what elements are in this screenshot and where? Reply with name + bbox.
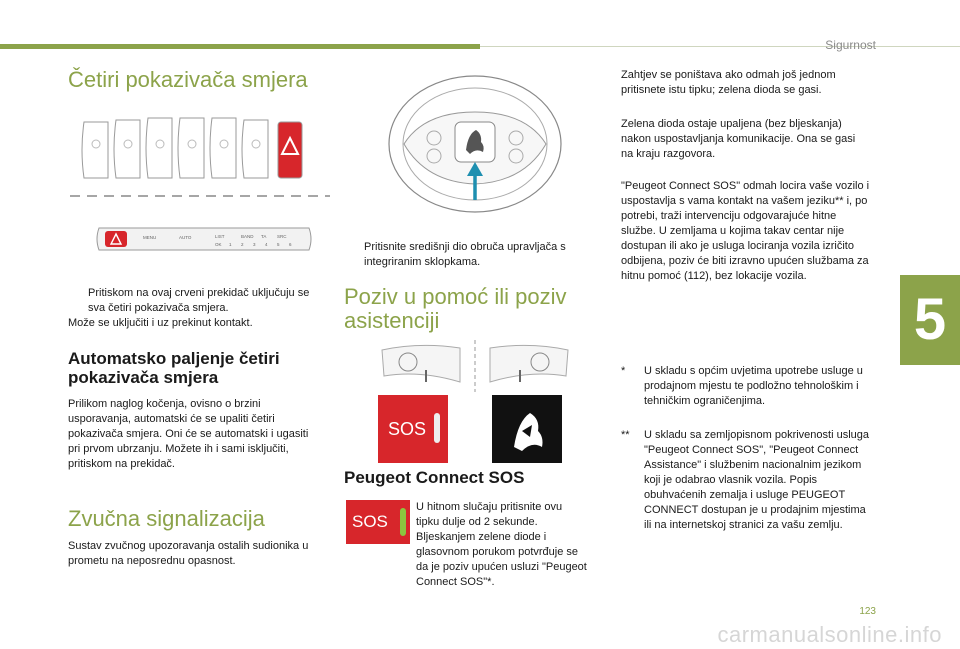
led-text: Zelena dioda ostaje upaljena (bez bljeskanja) nakon uspostavljanja komunikacije. Ona se gasi na kraju razgovora. (621, 118, 856, 160)
bullet-marker (344, 240, 364, 270)
sos-button-image (378, 395, 448, 463)
peugeot-lion-icon (492, 395, 562, 463)
panel-label: 5 (277, 242, 280, 247)
assistance-title: Poziv u pomoć ili poziv asistenciji (344, 284, 567, 333)
header-accent-bar (0, 44, 480, 49)
steering-bullet-text: Pritisnite središnji dio obruča upravljača s integriranim sklopkama. (364, 241, 566, 268)
panel-label: TA (261, 234, 267, 239)
auto-hazard-heading: Automatsko paljenje četiri pokazivača smjera (68, 349, 280, 387)
page-number: 123 (859, 606, 876, 617)
horn-title: Zvučna signalizacija (68, 506, 265, 531)
panel-label: BAND (241, 234, 254, 239)
hazard-bullet (68, 286, 324, 316)
bullet-marker (68, 286, 88, 316)
sos-small-image (346, 500, 410, 544)
radio-panel-illustration (95, 222, 315, 256)
footnote-text: U skladu s općim uvjetima upotrebe usluge u prodajnom mjestu te podložno tehnološkim i tehničkim ograničenjima. (644, 365, 863, 407)
section-title: Sigurnost (825, 38, 876, 52)
sos-service-text: "Peugeot Connect SOS" odmah locira vaše vozilo i uspostavlja s vama kontakt na vašem jeziku** i, po potrebi, traži intervenciju odgovarajuće hitne službe. U zemljama u kojima takav centar nije dostupan ili ako je usluga lociranja vozila izričito odbijena, poziv će biti izravno upućen službama za hitnu pomoć (112), bez lokacije vozila. (621, 180, 870, 282)
header-rule (480, 46, 960, 47)
chapter-tab: 5 (900, 275, 960, 365)
steering-bullet (344, 240, 584, 270)
ceiling-console-illustration (380, 340, 570, 392)
panel-label: 6 (289, 242, 292, 247)
footnote-2 (621, 428, 871, 533)
sos-label: SOS (388, 419, 427, 439)
auto-hazard-text: Prilikom naglog kočenja, ovisno o brzini usporavanja, automatski će se upaliti četiri pokazivača smjera. Oni će se automatski i ugasiti pri prvom ubrzanju. Možete ih i sami isključiti, pritiskom na prekidač. (68, 398, 309, 470)
hazard-note: Može se uključiti i uz prekinut kontakt. (68, 317, 253, 329)
steering-wheel-illustration (384, 72, 566, 214)
footnote-1 (621, 364, 871, 409)
footnote-mark: * (621, 365, 626, 377)
panel-label: 1 (229, 242, 232, 247)
footnote-text: U skladu sa zemljopisnom pokrivenosti usluga "Peugeot Connect SOS", "Peugeot Connect Assistance" i službenim nacionalnim jezikom koji je odabrao vlasnik vozila. Popis obuhvaćenih zemalja i usluge PEUGEOT CONNECT dostupan je u prodajnim mjestima ili na internetskoj stranici za vašu zemlju. (644, 429, 869, 531)
led-indicator (434, 413, 440, 443)
panel-label: OK (215, 242, 222, 247)
green-led (400, 508, 406, 536)
watermark: carmanualsonline.info (717, 622, 942, 647)
peugeot-connect-heading: Peugeot Connect SOS (344, 468, 525, 487)
panel-label: 2 (241, 242, 244, 247)
panel-label: AUTO (179, 235, 192, 240)
panel-label: LIST (215, 234, 225, 239)
assistance-button-image (492, 395, 562, 463)
panel-label: 4 (265, 242, 268, 247)
peugeot-connect-text: U hitnom slučaju pritisnite ovu tipku dulje od 2 sekunde. Bljeskanjem zelene diode i glasovnom porukom potvrđuje se da je poziv upućen usluzi "Peugeot Connect SOS"*. (416, 501, 587, 588)
panel-label: SRC (277, 234, 287, 239)
panel-label: 3 (253, 242, 256, 247)
footnote-mark: ** (621, 429, 630, 441)
cancel-text: Zahtjev se poništava ako odmah još jednom pritisnete istu tipku; zelena dioda se gasi. (621, 69, 836, 96)
hazard-lights-title: Četiri pokazivača smjera (68, 67, 308, 92)
sos-small-label: SOS (352, 512, 388, 531)
panel-label: MENU (143, 235, 157, 240)
switch-row-illustration (70, 108, 330, 208)
hazard-bullet-text: Pritiskom na ovaj crveni prekidač uključuju se sva četiri pokazivača smjera. (88, 287, 310, 314)
horn-text: Sustav zvučnog upozoravanja ostalih sudionika u prometu na neposrednu opasnost. (68, 540, 309, 567)
